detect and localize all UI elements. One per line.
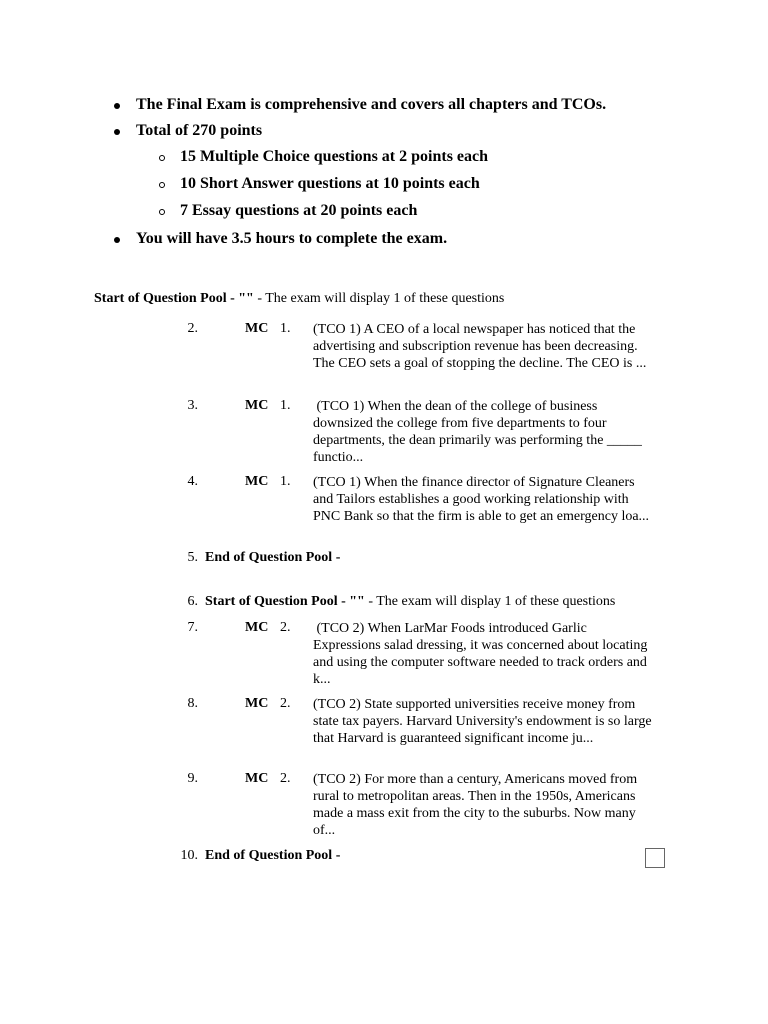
item-number: 4.: [187, 474, 198, 489]
bullet-disc-icon: [114, 103, 120, 109]
item-number: 2.: [187, 321, 198, 336]
bullet-circle-icon: [159, 209, 165, 215]
pool-start-label: Start of Question Pool -: [205, 594, 346, 609]
question-type: MC: [245, 398, 269, 413]
question-number: 1.: [280, 321, 291, 336]
item-number: 10.: [180, 848, 198, 863]
question-text: (TCO 2) For more than a century, Americans moved from rural to metropolitan areas. Then in the 1950s, Americans made a mass exit from the city to the suburbs. Now many of...: [313, 772, 638, 838]
item-number: 7.: [187, 620, 198, 635]
item-number: 9.: [187, 771, 198, 786]
item-number: 8.: [187, 696, 198, 711]
pool-start-rest: - The exam will display 1 of these questions: [257, 291, 505, 306]
summary-subitem: 15 Multiple Choice questions at 2 points each: [180, 148, 489, 165]
pool-end-label: End of Question Pool -: [205, 550, 341, 565]
bullet-circle-icon: [159, 182, 165, 188]
summary-item: The Final Exam is comprehensive and covers all chapters and TCOs.: [136, 96, 607, 113]
question-text: (TCO 1) A CEO of a local newspaper has noticed that the advertising and subscription revenue has been decreasing. The CEO sets a goal of stopping the decline. The CEO is ...: [313, 322, 647, 371]
question-text: (TCO 1) When the finance director of Signature Cleaners and Tailors establishes a good working relationship with PNC Bank so that the firm is able to get an emergency loa...: [313, 475, 650, 524]
question-number: 2.: [280, 696, 291, 711]
summary-subitem: 10 Short Answer questions at 10 points each: [180, 175, 480, 192]
question-number: 1.: [280, 474, 291, 489]
question-number: 1.: [280, 398, 291, 413]
summary-subitem: 7 Essay questions at 20 points each: [180, 202, 418, 219]
question-number: 2.: [280, 771, 291, 786]
bullet-circle-icon: [159, 155, 165, 161]
bullet-disc-icon: [114, 237, 120, 243]
question-text: (TCO 2) When LarMar Foods introduced Garlic Expressions salad dressing, it was concerned about locating and using the computer software needed to track orders and k...: [313, 621, 651, 687]
question-type: MC: [245, 620, 269, 635]
pool-end-label: End of Question Pool -: [205, 848, 341, 863]
item-number: 5.: [187, 550, 198, 565]
pool-start-rest: - The exam will display 1 of these questions: [368, 594, 616, 609]
question-type: MC: [245, 771, 269, 786]
pool-start-quote: "": [349, 594, 365, 609]
question-text: (TCO 1) When the dean of the college of business downsized the college from five departments to four departments, the dean primarily was performing the _____ functio...: [313, 399, 646, 465]
question-text: (TCO 2) State supported universities receive money from state tax payers. Harvard University's endowment is so large that Harvard is guaranteed significant income ju...: [313, 697, 652, 746]
pool-start-quote: "": [238, 291, 254, 306]
summary-item: You will have 3.5 hours to complete the exam.: [136, 230, 448, 247]
item-number: 3.: [187, 398, 198, 413]
question-type: MC: [245, 696, 269, 711]
checkbox[interactable]: [645, 848, 665, 868]
pool-start-header: [205, 594, 615, 610]
question-type: MC: [245, 474, 269, 489]
pool-start-header: [94, 291, 504, 307]
question-number: 2.: [280, 620, 291, 635]
bullet-disc-icon: [114, 129, 120, 135]
item-number: 6.: [187, 594, 198, 609]
question-type: MC: [245, 321, 269, 336]
summary-item: Total of 270 points: [136, 122, 263, 139]
pool-start-label: Start of Question Pool -: [94, 291, 235, 306]
